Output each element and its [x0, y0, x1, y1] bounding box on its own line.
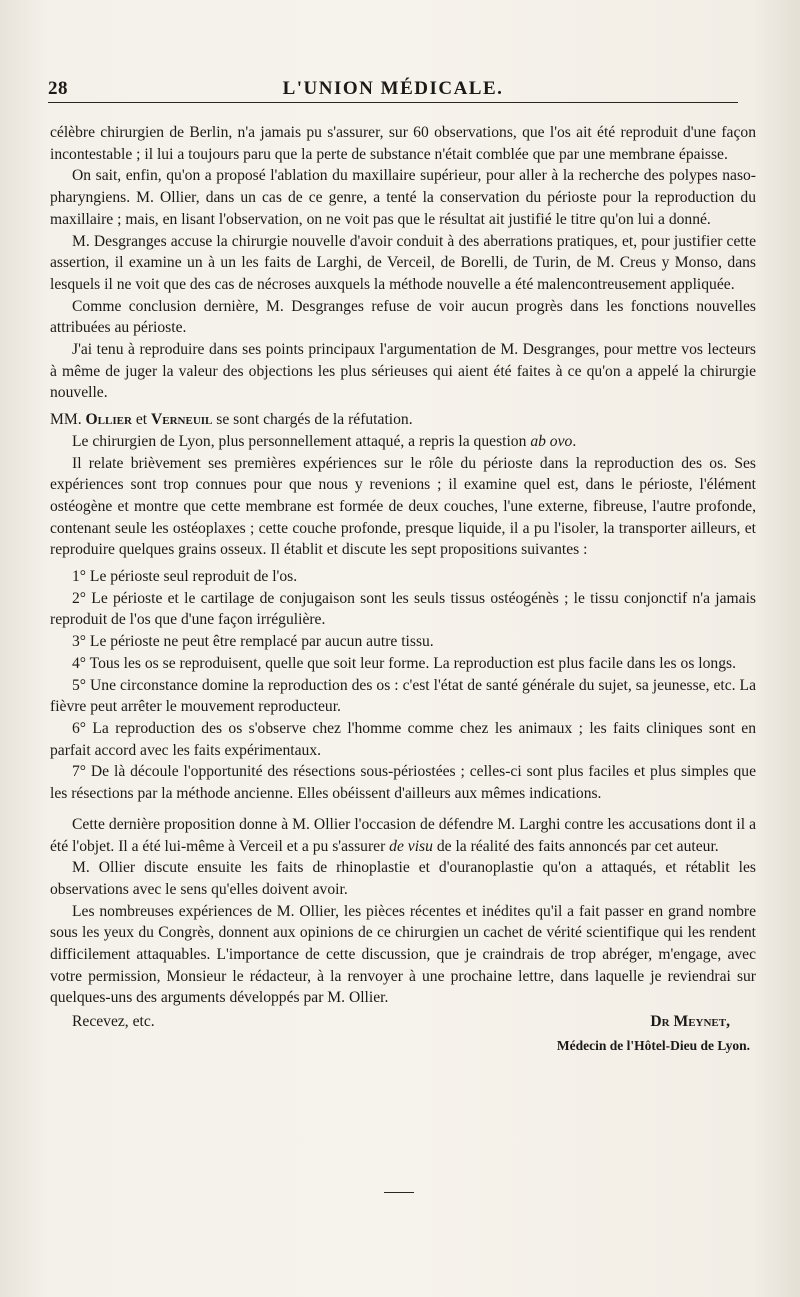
larghi-end: de la réalité des faits annoncés par cet auteur. [436, 837, 719, 855]
lyon-text: Le chirurgien de Lyon, plus personnellement attaqué, a repris la question [72, 432, 527, 450]
paragraph: On sait, enfin, qu'on a proposé l'ablation du maxillaire supérieur, pour aller à la recherche des polypes naso-pharyngiens. M. Ollier, dans un cas de ce genre, a tenté la conservation du périoste pour la reproduction du maxillaire ; mais, en lisant l'observation, on ne voit pas que le résultat ait justifié le titre qu'on lui a donné. [50, 167, 756, 228]
refutation-conj: et [135, 411, 148, 429]
larghi-italic: de visu [389, 837, 433, 855]
signature-affiliation: Médecin de l'Hôtel-Dieu de Lyon. [556, 1038, 750, 1054]
lyon-end: . [572, 432, 577, 450]
refutation-rest: se sont chargés de la réfutation. [216, 411, 413, 429]
salutation: Recevez, etc. [72, 1013, 155, 1031]
paragraph: J'ai tenu à reproduire dans ses points principaux l'argumentation de M. Desgranges, pour mettre vos lecteurs à même de juger la valeur des objections les plus sérieuses qui aient été faites à ce qu'on a appelé la chirurgie nouvelle. [50, 341, 756, 402]
proposition-7: 7° De là découle l'opportunité des résections sous-périostées ; celles-ci sont plus faciles et plus simples que les résections par la méthode ancienne. Elles obéissent d'ailleurs aux mêmes indications. [50, 763, 756, 803]
page-number: 28 [48, 78, 68, 99]
proposition-5: 5° Une circonstance domine la reproduction des os : c'est l'état de santé générale du sujet, sa jeunesse, etc. La fièvre peut arrêter le mouvement reproducteur. [50, 676, 756, 716]
closing-block [50, 1011, 756, 1059]
running-title: L'UNION MÉDICALE. [282, 78, 504, 99]
experiments-paragraph: Il relate brièvement ses premières expériences sur le rôle du périoste dans la reproduction des os. Ses expériences sont trop connues pour que nous y revenions ; il examine quel est, dans le périoste, l'élément ostéogène et montre que cette membrane est formée de deux couches, l'une externe, fibreuse, l'autre profonde, contenant seule les ostéoplaxes ; cette couche profonde, presque liquide, il a pu l'isoler, la transporter ailleurs, et reproduire quelques grains osseux. Il établit et discute les sept propositions suivantes : [50, 454, 756, 559]
proposition-6: 6° La reproduction des os s'observe chez l'homme comme chez les animaux ; les faits cliniques sont en parfait accord avec les faits expérimentaux. [50, 719, 756, 759]
paragraph: Comme conclusion dernière, M. Desgranges refuse de voir aucun progrès dans les fonctions nouvelles attribuées au périoste. [50, 297, 756, 337]
paragraph: célèbre chirurgien de Berlin, n'a jamais pu s'assurer, sur 60 observations, que l'os ait été reproduit d'une façon incontestable ; il lui a toujours paru que la perte de substance n'était comblée que par une membrane épaisse. [50, 124, 756, 163]
proposition-1: 1° Le périoste seul reproduit de l'os. [72, 568, 298, 586]
refutation-paragraph [50, 409, 756, 431]
proposition-4: 4° Tous les os se reproduisent, quelle que soit leur forme. La reproduction est plus facile dans les os longs. [72, 654, 736, 672]
page-header [48, 76, 738, 103]
author-name-verneuil: Verneuil [151, 411, 213, 429]
larghi-text: Cette dernière proposition donne à M. Ollier l'occasion de défendre M. Larghi contre les accusations dont il a été l'objet. Il a été lui-même à Verceil et a pu s'assurer [50, 815, 756, 855]
larghi-paragraph [50, 814, 756, 857]
signature: Dr Meynet, [650, 1013, 730, 1031]
paragraph: M. Desgranges accuse la chirurgie nouvelle d'avoir conduit à des aberrations pratiques, et, pour justifier cette assertion, il examine un à un les faits de Larghi, de Verceil, de Borelli, de Turin, de M. Creus y Monso, dans lesquels il ne voit que des cas de nécroses auxquels la méthode nouvelle a été malencontreusement appliquée. [50, 232, 756, 293]
lyon-italic: ab ovo [530, 432, 573, 450]
proposition-2: 2° Le périoste et le cartilage de conjugaison sont les seuls tissus ostéogénès ; le tissu conjonctif n'a jamais reproduit de l'os que d'une façon irrégulière. [50, 589, 756, 629]
proposition-3: 3° Le périoste ne peut être remplacé par aucun autre tissu. [72, 633, 434, 651]
article-body [50, 122, 756, 1059]
paragraph: Les nombreuses expériences de M. Ollier, les pièces récentes et inédites qu'il a fait passer en grand nombre sous les yeux du Congrès, donnent aux opinions de ce chirurgien un cachet de vérité scientifique qui les rendent difficilement attaquables. L'importance de cette discussion, que je craindrais de trop abréger, m'engage, avec votre permission, Monsieur le rédacteur, à la renvoyer à une prochaine lettre, dans laquelle je reviendrai sur quelques-uns des arguments développés par M. Ollier. [50, 902, 756, 1007]
lyon-paragraph [50, 431, 756, 453]
author-name-ollier: Ollier [85, 411, 132, 429]
paragraph: M. Ollier discute ensuite les faits de rhinoplastie et d'ouranoplastie qu'on a attaqués, et rétablit les observations avec le sens qu'elles doivent avoir. [50, 859, 756, 898]
refutation-lead: MM. [50, 411, 82, 429]
end-rule [384, 1192, 414, 1193]
